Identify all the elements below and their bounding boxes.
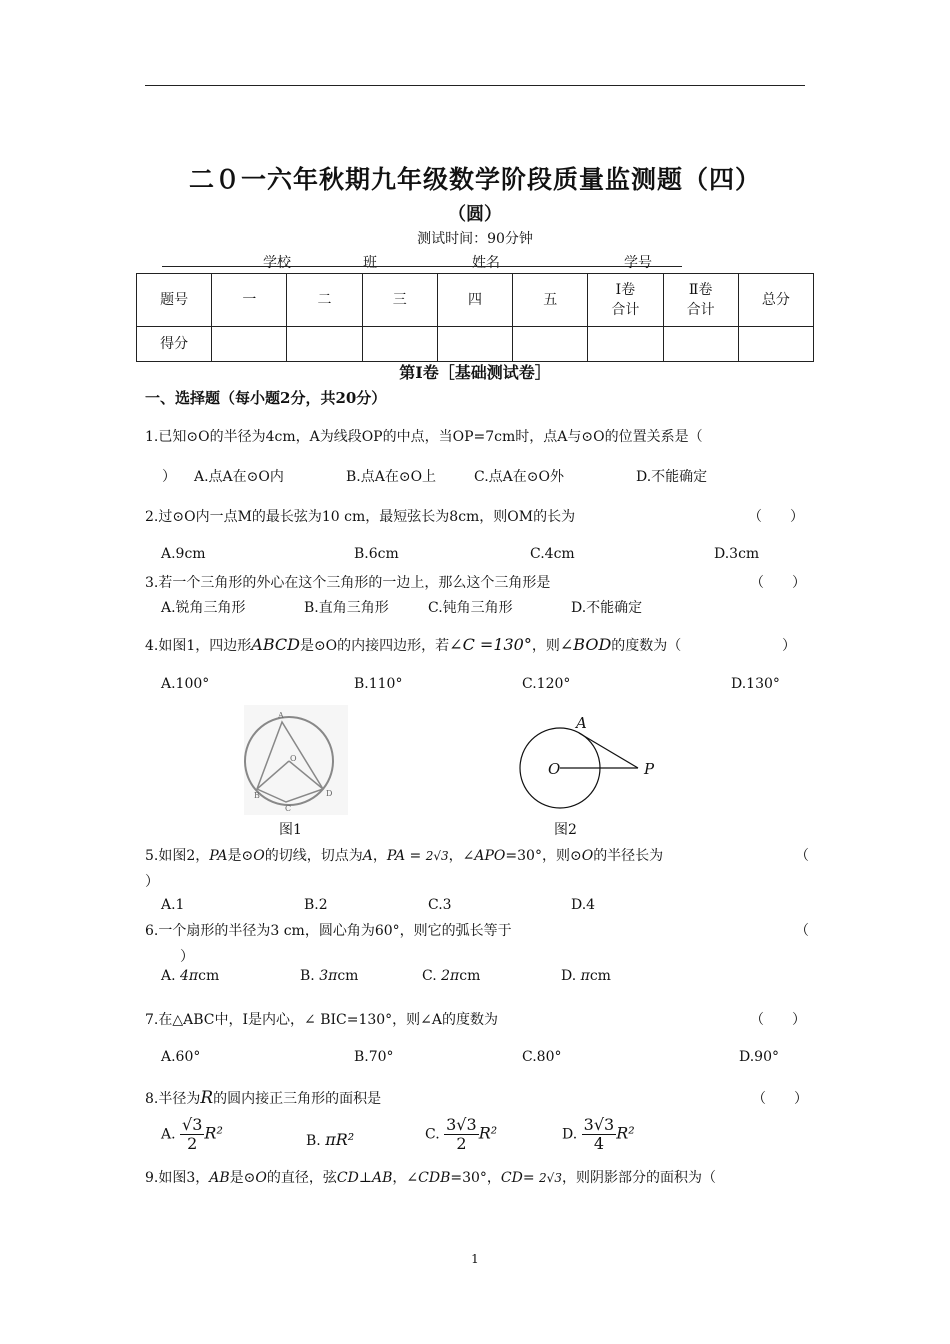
q5-math: O (253, 848, 265, 864)
q1-option-a: A.点A在⊙O内 (194, 469, 284, 485)
q6-option-a (161, 968, 219, 984)
figure-2-label-a: A (576, 714, 587, 732)
exam-time: 测试时间：90分钟 (417, 231, 533, 247)
q3-option-a: A.锐角三角形 (161, 600, 246, 616)
q9-math: CD (500, 1170, 523, 1186)
score-cell (212, 327, 287, 362)
q6-option-c (422, 968, 480, 984)
score-header-cell: 四 (437, 274, 512, 327)
q2-option-b: B.6cm (354, 546, 399, 562)
q3-option-c: C.钝角三角形 (428, 600, 513, 616)
q9-text: ⊥ (358, 1170, 372, 1186)
q8-denominator: 2 (187, 1134, 198, 1153)
q9-stem (145, 1167, 716, 1187)
score-header-cell: 一 (212, 274, 287, 327)
q8-fraction (180, 1116, 204, 1153)
page-number: 1 (471, 1252, 479, 1266)
score-header-cell: 五 (513, 274, 588, 327)
q5-text: ， (372, 848, 387, 864)
exam-subtitle: （圆） (448, 204, 502, 225)
info-underline (162, 266, 682, 267)
q9-math: CDB (418, 1170, 451, 1186)
figure-2-tangent-pa (579, 733, 638, 768)
q8-numerator: √3 (182, 1115, 203, 1134)
class-label: 班 (363, 255, 377, 271)
score-table (136, 273, 814, 362)
q9-text: 9.如图3， (145, 1170, 210, 1186)
q8-text: 的圆内接正三角形的面积是 (213, 1091, 382, 1107)
q8-option-a (161, 1116, 223, 1153)
q4-math: ∠C =130° (449, 635, 532, 654)
q6-option-unit: cm (459, 968, 481, 984)
figure-1-label-b: B (254, 791, 260, 800)
score-cell (287, 327, 362, 362)
q8-radius: R² (616, 1123, 635, 1143)
q1-option-d: D.不能确定 (636, 469, 708, 485)
q8-option-prefix: C. (425, 1126, 440, 1143)
q2-option-c: C.4cm (530, 546, 575, 562)
q8-denominator: 2 (456, 1134, 467, 1153)
q8-option-prefix: B. (306, 1133, 321, 1149)
q6-option-unit: cm (337, 968, 359, 984)
q5-text: 5.如图2， (145, 848, 210, 864)
q3-option-b: B.直角三角形 (304, 600, 389, 616)
q5-math: O (581, 848, 594, 864)
q7-option-d: D.90° (739, 1049, 779, 1065)
q5-math: 2√3 (425, 849, 449, 863)
figure-1-label-d: D (326, 789, 333, 798)
q5-text: 是⊙ (227, 848, 254, 864)
q5-option-a: A.1 (161, 897, 185, 913)
q7-option-a: A.60° (161, 1049, 201, 1065)
score-header-part: Ⅱ卷 (688, 282, 713, 298)
score-header-cell (663, 274, 738, 327)
q8-radius: R² (478, 1123, 498, 1143)
q7-option-c: C.80° (522, 1049, 562, 1065)
q5-text: =30°，则⊙ (505, 848, 582, 864)
q8-fraction (582, 1116, 617, 1153)
q8-stem (145, 1088, 381, 1108)
q3-option-d: D.不能确定 (571, 600, 643, 616)
q8-option-prefix: D. (562, 1126, 578, 1143)
score-header-cell: 题号 (137, 274, 212, 327)
q4-stem (145, 635, 681, 655)
figure-1 (230, 705, 350, 817)
q7-option-b: B.70° (354, 1049, 394, 1065)
q4-math: ∠BOD (559, 635, 612, 654)
q6-paren-open: （ (795, 923, 809, 939)
score-header-sub: 合计 (611, 302, 640, 318)
q5-option-b: B.2 (304, 897, 328, 913)
figure-2 (515, 710, 665, 810)
q4-text: 4.如图1，四边形 (145, 638, 252, 654)
score-cell (588, 327, 663, 362)
q8-option-c (425, 1116, 497, 1153)
q9-text: ，则阴影部分的面积为（ (561, 1170, 716, 1186)
q2-option-a: A.9cm (161, 546, 206, 562)
q8-denominator: 4 (593, 1134, 605, 1153)
q8-numerator: 3√3 (446, 1115, 477, 1134)
q8-option-b (306, 1130, 354, 1149)
q9-text: 是⊙ (229, 1170, 256, 1186)
score-table-header-row (137, 274, 814, 327)
score-table-score-row (137, 327, 814, 362)
q5-option-c: C.3 (428, 897, 452, 913)
q9-math: 2√3 (539, 1171, 562, 1185)
q4-text: 的度数为（ (611, 638, 682, 654)
q8-math: R (200, 1088, 214, 1108)
q5-option-d: D.4 (571, 897, 596, 913)
q5-math: A (362, 848, 373, 864)
student-no-label: 学号 (624, 255, 652, 271)
q6-paren-close: ） (180, 949, 194, 965)
q5-text: ，∠ (448, 848, 475, 864)
q7-stem: 7.在△ABC中，I是内心，∠ BIC=130°，则∠A的度数为 (145, 1012, 499, 1028)
score-cell (362, 327, 437, 362)
score-header-cell: 三 (362, 274, 437, 327)
q6-option-math: π (580, 968, 590, 984)
name-label: 姓名 (472, 255, 500, 271)
score-header-cell: 二 (287, 274, 362, 327)
figure-2-caption: 图2 (554, 822, 577, 838)
q5-math: APO (474, 848, 506, 864)
q1-stem: 1.已知⊙O的半径为4cm，A为线段OP的中点，当OP=7cm时，点A与⊙O的位置关系是（ (145, 429, 703, 445)
q4-math: ABCD (251, 635, 300, 654)
figure-1-label-o: O (290, 754, 297, 763)
score-header-cell (588, 274, 663, 327)
q6-option-b (300, 968, 358, 984)
q5-stem (145, 845, 663, 865)
header-rule (145, 85, 805, 86)
q8-option-prefix: A. (161, 1126, 176, 1143)
q1-paren: ） (162, 469, 176, 485)
figure-1-caption: 图1 (279, 822, 302, 838)
q8-paren: （ ） (752, 1091, 808, 1107)
q2-paren: （ ） (748, 509, 804, 525)
q5-math: PA (209, 848, 228, 864)
q6-option-prefix: C. (422, 968, 437, 984)
q6-option-prefix: D. (561, 968, 577, 984)
q2-option-d: D.3cm (714, 546, 760, 562)
q9-text: =30°， (450, 1170, 501, 1186)
q4-option-c: C.120° (522, 676, 571, 692)
q7-paren: （ ） (750, 1012, 806, 1028)
score-cell (738, 327, 813, 362)
q2-stem: 2.过⊙O内一点M的最长弦为10 cm，最短弦长为8cm，则OM的长为 (145, 509, 576, 525)
q9-text: 的直径，弦 (266, 1170, 337, 1186)
q5-paren-open: （ (795, 848, 809, 864)
q9-math: CD (336, 1170, 359, 1186)
q3-stem: 3.若一个三角形的外心在这个三角形的一边上，那么这个三角形是 (145, 575, 551, 591)
q5-text: 的切线，切点为 (264, 848, 363, 864)
q4-paren: ） (768, 638, 796, 654)
q9-math: AB (209, 1170, 230, 1186)
score-cell (513, 327, 588, 362)
school-label: 学校 (263, 255, 291, 271)
q5-math: PA = (386, 848, 422, 864)
section-heading: 第Ⅰ卷［基础测试卷］ (399, 363, 551, 382)
q6-stem: 6.一个扇形的半径为3 cm，圆心角为60°，则它的弧长等于 (145, 923, 512, 939)
q4-text: ，则 (531, 638, 560, 654)
score-row-label: 得分 (137, 327, 212, 362)
q8-numerator: 3√3 (583, 1115, 615, 1134)
q8-radius: R² (204, 1123, 223, 1143)
q6-option-math: 2π (441, 968, 460, 984)
exam-title: 二０一六年秋期九年级数学阶段质量监测题（四） (188, 165, 761, 194)
q5-paren-close: ） (145, 874, 159, 890)
q4-option-b: B.110° (354, 676, 403, 692)
q6-option-prefix: B. (300, 968, 315, 984)
q8-expression: πR² (325, 1130, 355, 1149)
q1-option-c: C.点A在⊙O外 (474, 469, 564, 485)
score-cell (663, 327, 738, 362)
q9-math: AB (372, 1170, 393, 1186)
score-header-cell: 总分 (738, 274, 813, 327)
q6-option-math: 4π (180, 968, 199, 984)
q3-paren: （ ） (750, 575, 806, 591)
q8-fraction (444, 1116, 479, 1153)
score-cell (437, 327, 512, 362)
score-header-sub: 合计 (686, 302, 715, 318)
q4-option-a: A.100° (161, 676, 210, 692)
q8-text: 8.半径为 (145, 1091, 201, 1107)
q5-text: 的半径长为 (593, 848, 664, 864)
q6-option-unit: cm (589, 968, 611, 984)
part1-heading: 一、选择题（每小题2分，共20分） (145, 389, 387, 407)
figure-1-label-c: C (285, 804, 292, 813)
q6-option-math: 3π (319, 968, 338, 984)
q6-option-d (561, 968, 611, 984)
q4-option-d: D.130° (731, 676, 780, 692)
figure-1-label-a: A (278, 711, 284, 720)
figure-2-label-o: O (548, 760, 561, 778)
q8-option-d (562, 1116, 635, 1153)
q9-text: = (522, 1170, 535, 1186)
q4-text: 是⊙O的内接四边形，若 (299, 638, 450, 654)
score-header-part: Ⅰ卷 (615, 282, 636, 298)
q9-text: ，∠ (392, 1170, 419, 1186)
q9-math: O (255, 1170, 267, 1186)
figure-2-label-p: P (644, 760, 655, 778)
q6-option-unit: cm (198, 968, 220, 984)
q1-option-b: B.点A在⊙O上 (346, 469, 437, 485)
q6-option-prefix: A. (161, 968, 176, 984)
